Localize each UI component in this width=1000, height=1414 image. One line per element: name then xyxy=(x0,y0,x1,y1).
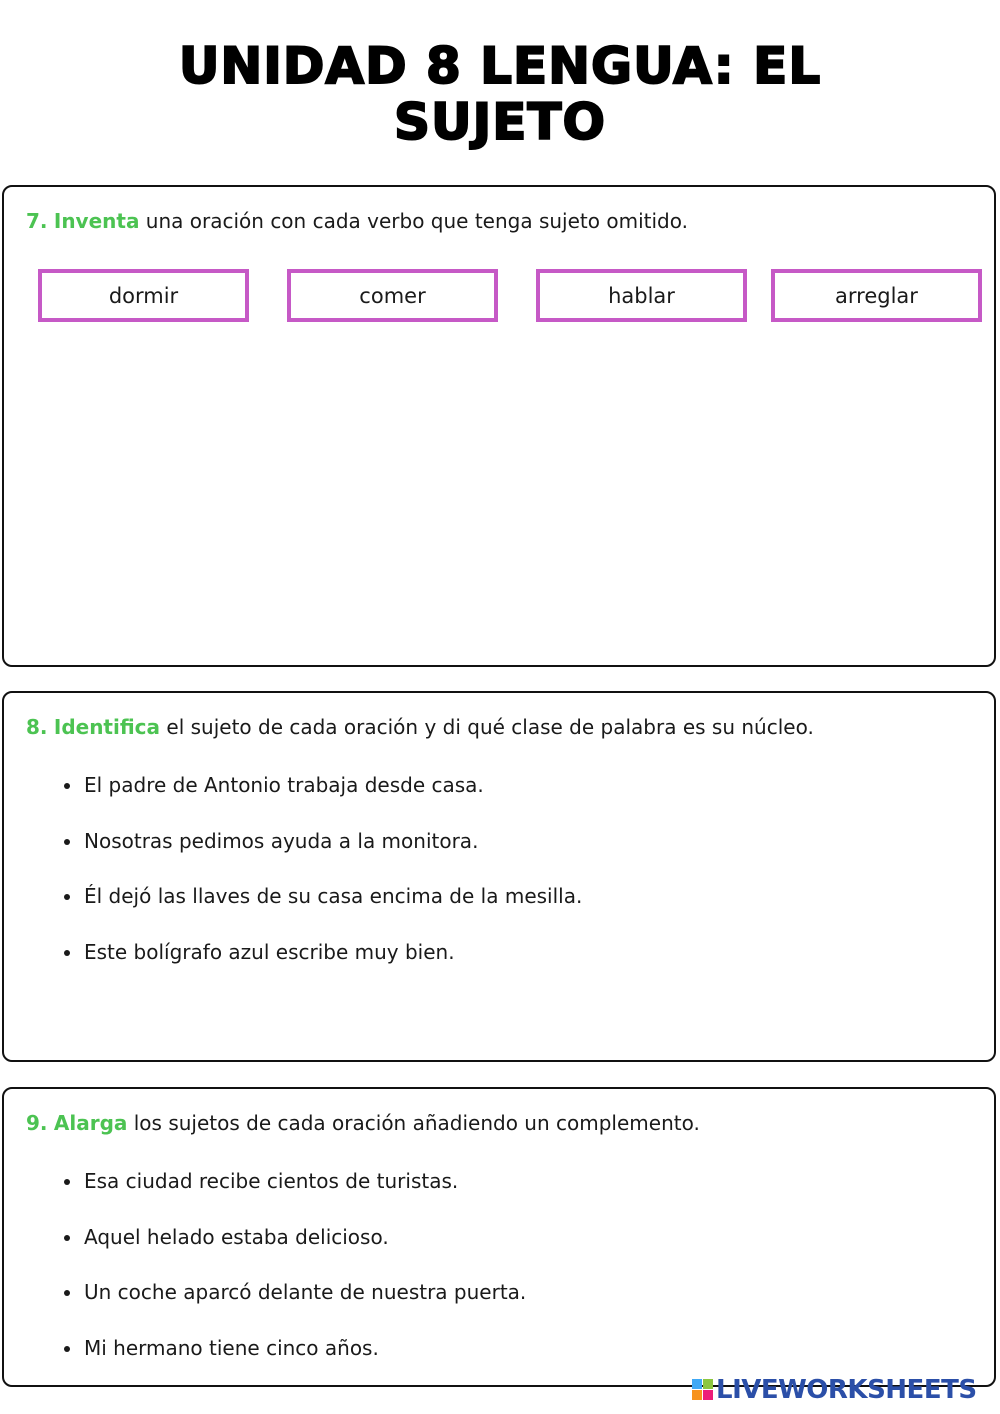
exercise-7-instruction xyxy=(26,207,688,235)
exercise-9-verb: Alarga xyxy=(53,1111,128,1135)
exercise-8-text: el sujeto de cada oración y di qué clase de palabra es su núcleo. xyxy=(160,715,814,739)
list-item: Un coche aparcó delante de nuestra puerta. xyxy=(62,1278,526,1306)
exercise-9-panel xyxy=(2,1087,996,1387)
exercise-9-instruction xyxy=(26,1109,700,1137)
logo-square xyxy=(692,1379,702,1389)
word-box-arreglar[interactable]: arreglar xyxy=(771,269,982,322)
word-box-hablar[interactable]: hablar xyxy=(536,269,747,322)
list-item: Nosotras pedimos ayuda a la monitora. xyxy=(62,827,582,855)
exercise-7-panel xyxy=(2,185,996,667)
exercise-7-verb: Inventa xyxy=(53,209,140,233)
exercise-8-number: 8. xyxy=(26,715,48,739)
list-item: Aquel helado estaba delicioso. xyxy=(62,1223,526,1251)
logo-square xyxy=(703,1390,713,1400)
exercise-8-instruction xyxy=(26,713,814,741)
exercise-8-list xyxy=(62,771,582,993)
liveworksheets-logo[interactable] xyxy=(692,1376,977,1404)
exercise-7-text: una oración con cada verbo que tenga sujeto omitido. xyxy=(139,209,688,233)
list-item: Él dejó las llaves de su casa encima de la mesilla. xyxy=(62,882,582,910)
exercise-9-text: los sujetos de cada oración añadiendo un complemento. xyxy=(127,1111,700,1135)
exercise-9-list xyxy=(62,1167,526,1389)
exercise-8-verb: Identifica xyxy=(53,715,161,739)
liveworksheets-icon xyxy=(692,1379,714,1401)
logo-square xyxy=(692,1390,702,1400)
exercise-8-panel xyxy=(2,691,996,1062)
list-item: Esa ciudad recibe cientos de turistas. xyxy=(62,1167,526,1195)
list-item: Este bolígrafo azul escribe muy bien. xyxy=(62,938,582,966)
exercise-7-number: 7. xyxy=(26,209,48,233)
exercise-9-number: 9. xyxy=(26,1111,48,1135)
list-item: El padre de Antonio trabaja desde casa. xyxy=(62,771,582,799)
page-title: UNIDAD 8 LENGUA: EL SUJETO xyxy=(178,37,822,151)
word-box-comer[interactable]: comer xyxy=(287,269,498,322)
list-item: Mi hermano tiene cinco años. xyxy=(62,1334,526,1362)
liveworksheets-wordmark: LIVEWORKSHEETS xyxy=(716,1375,977,1405)
word-box-dormir[interactable]: dormir xyxy=(38,269,249,322)
logo-square xyxy=(703,1379,713,1389)
